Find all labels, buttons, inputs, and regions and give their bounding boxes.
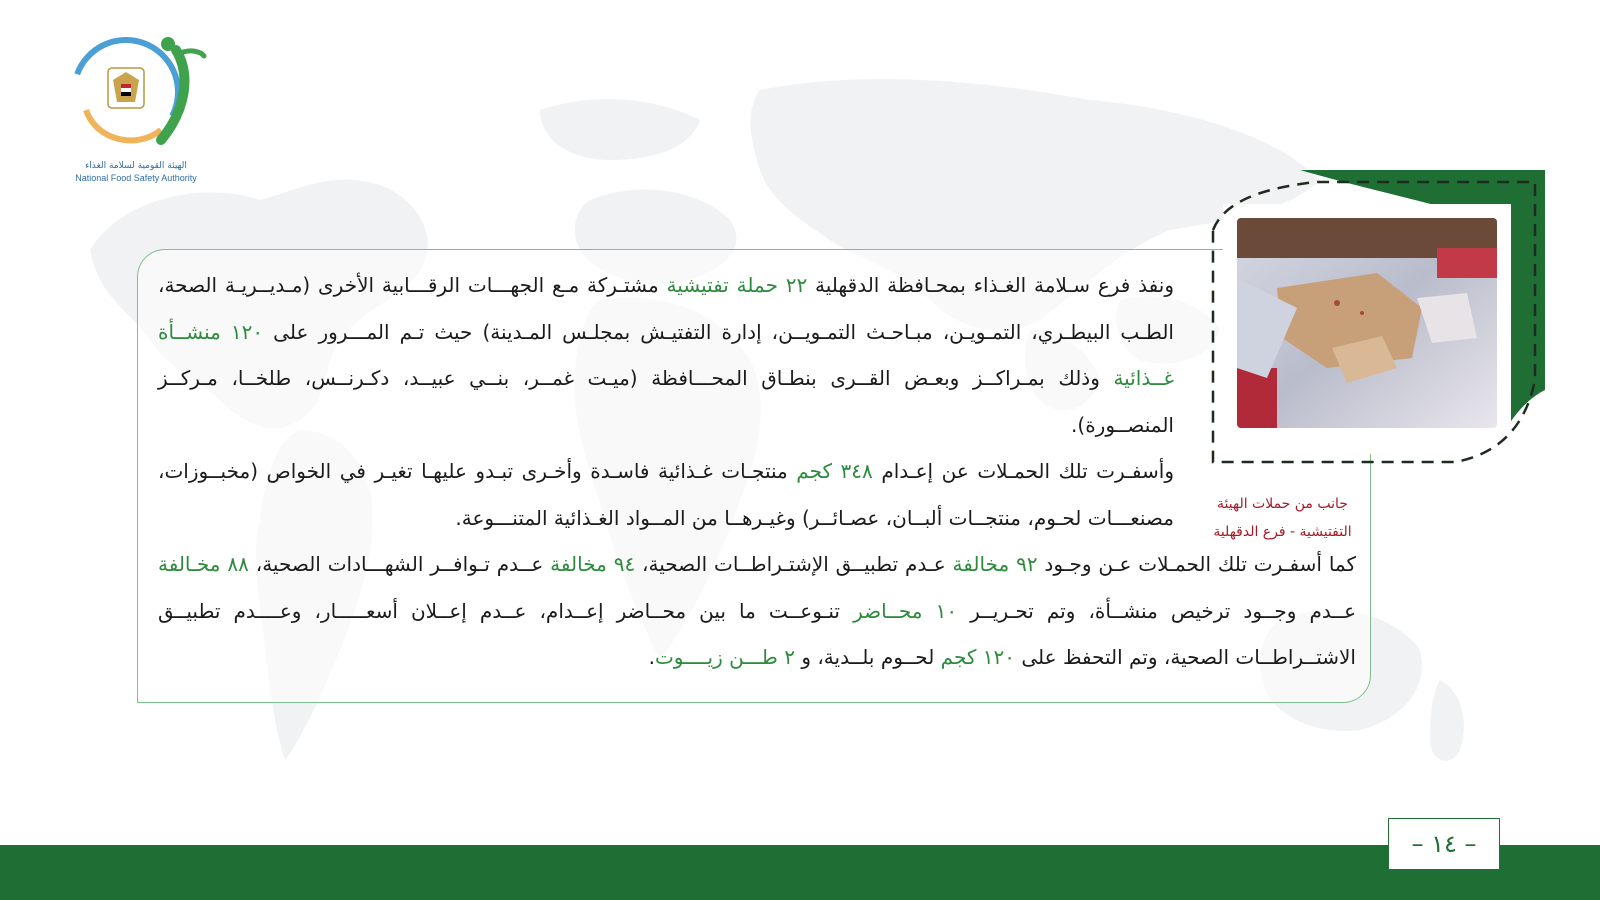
paragraph-text: وأسفـرت تلك الحمـلات عن إعـدام <box>872 459 1174 483</box>
highlighted-figure: ١٠ محــاضر <box>853 598 958 623</box>
seized-food-image-icon <box>1237 218 1497 428</box>
paragraph-text: وذلك بمـراكــز وبعـض القــرى بنطـاق المحـــافظة (ميـت غمــر، بنــي عبيــد، دكـرنــس، طلخــا، مـركــز المنصــورة). <box>158 366 1174 437</box>
paragraph-text: تنـوعــت ما بين محــاضر إعــدام، عــدم إعــلان أسعـــــار، وعــــدم تطبيــق الاشتــراطــات الصحية، وتم التحفظ على <box>158 598 1356 669</box>
highlighted-figure: ٣٤٨ كجم <box>796 459 873 483</box>
paragraph-text: عــدم وجــود ترخيص منشــأة، وتم تحـريــر <box>957 598 1356 623</box>
paragraph-text: لحــوم بلــدية، و <box>794 645 941 669</box>
inspection-photo <box>1237 218 1497 428</box>
paragraph-text: مشتـركة مـع الجهـــات الرقـــابية الأخرى (مـديــريـة الصحة، الطـب البيطـري، التمـويـن، مبـاحـث التمـويــن، إدارة التفتيـش بمجلـس المـدينة) حيث تـم المـــرور على <box>158 273 1174 344</box>
page-number: – ١٤ – <box>1388 818 1500 870</box>
photo-frame <box>1205 170 1545 480</box>
logo-arabic-name: الهيئة القومية لسلامة الغذاء <box>85 161 187 171</box>
highlighted-figure: ٩٢ مخالفة <box>952 552 1038 576</box>
paragraph-text: ونفذ فرع سـلامة الغـذاء بمحـافظة الدقهلية <box>807 273 1174 297</box>
footer-band <box>0 845 1600 900</box>
paragraph-text: . <box>648 645 655 669</box>
paragraph-destroyed-products <box>158 448 1174 541</box>
paragraph-text: كما أسفـرت تلك الحمـلات عـن وجـود <box>1037 552 1357 576</box>
paragraph-inspection-campaigns <box>158 262 1174 448</box>
photo-caption-line2: التفتيشية - فرع الدقهلية <box>1213 524 1352 540</box>
paragraph-text: عــدم تـوافــر الشهـــادات الصحية، <box>248 552 551 576</box>
photo-caption <box>1190 490 1375 546</box>
photo-caption-line1: جانب من حملات الهيئة <box>1217 496 1348 512</box>
paragraph-violations <box>158 541 1356 681</box>
nfsa-emblem-icon <box>66 30 216 160</box>
highlighted-figure: ٨٨ مخـالفة <box>158 552 249 576</box>
highlighted-figure: ٢ طـــن زيــــوت <box>654 645 795 669</box>
highlighted-figure: ١٢٠ منشــأة غــذائية <box>158 319 1174 390</box>
highlighted-figure: ١٢٠ كجم <box>940 645 1015 669</box>
paragraph-text: عـدم تطبيــق الإشتـراطــات الصحية، <box>635 552 953 576</box>
nfsa-logo <box>66 30 216 190</box>
highlighted-figure: ٢٢ حملة تفتيشية <box>666 273 808 297</box>
logo-mark-text: NFSA <box>155 82 176 113</box>
highlighted-figure: ٩٤ مخالفة <box>550 552 636 576</box>
paragraph-text: منتجـات غـذائية فاسـدة وأخـرى تبـدو عليهـا تغيـر في الخواص (مخبــوزات، مصنعـــات لحـوم، منتجــات ألبــان، عصـائــر) وغيـرهــا من المــواد الغـذائية المتنـــوعة. <box>158 459 1174 530</box>
logo-english-name: National Food Safety Authority <box>75 173 197 183</box>
